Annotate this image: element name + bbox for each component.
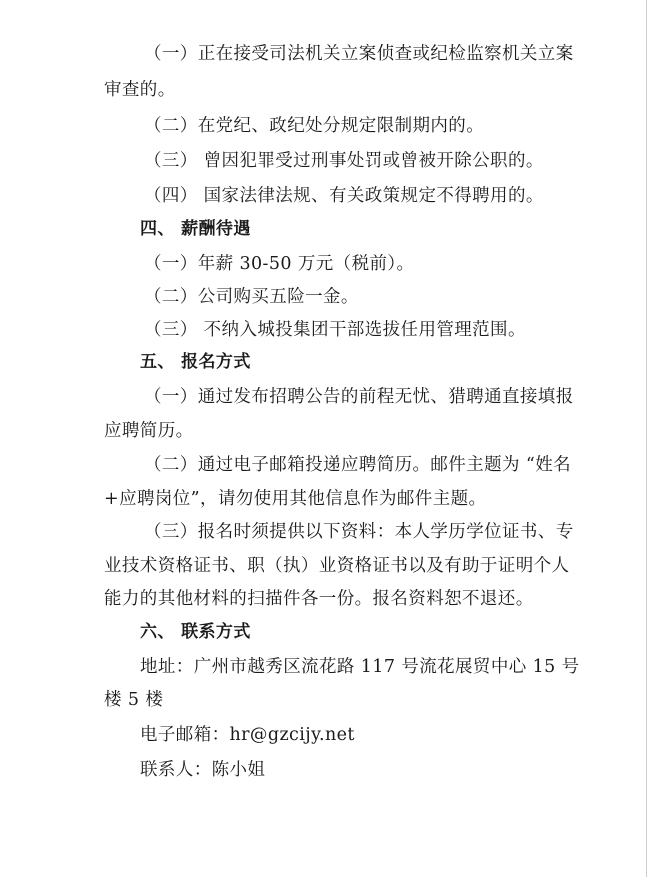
exclusion-item-2: （二）在党纪、政纪处分规定限制期内的。 (144, 116, 485, 136)
application-line-7: 能力的其他材料的扫描件各一份。报名资料恕不退还。 (104, 589, 534, 609)
exclusion-item-3: （三） 曾因犯罪受过刑事处罚或曾被开除公职的。 (144, 151, 544, 171)
exclusion-item-1-cont: 审查的。 (104, 80, 176, 100)
application-line-3: （二）通过电子邮箱投递应聘简历。邮件主题为 “姓名 (144, 455, 572, 475)
section-heading-contact: 六、 联系方式 (140, 622, 251, 642)
salary-item-2: （二）公司购买五险一金。 (144, 287, 359, 307)
application-line-5: （三）报名时须提供以下资料：本人学历学位证书、专 (144, 522, 574, 542)
application-line-6: 业技术资格证书、职（执）业资格证书以及有助于证明个人 (104, 556, 570, 576)
application-line-4: +应聘岗位”，请勿使用其他信息作为邮件主题。 (104, 489, 487, 509)
exclusion-item-1: （一）正在接受司法机关立案侦查或纪检监察机关立案 (144, 44, 574, 64)
application-line-2: 应聘简历。 (104, 421, 194, 441)
contact-address-line-1: 地址：广州市越秀区流花路 117 号流花展贸中心 15 号 (140, 657, 580, 677)
section-heading-salary: 四、 薪酬待遇 (140, 219, 251, 239)
salary-item-3: （三） 不纳入城投集团干部选拔任用管理范围。 (144, 320, 526, 340)
contact-person: 联系人：陈小姐 (140, 760, 266, 780)
contact-address-line-2: 楼 5 楼 (104, 690, 164, 710)
contact-email: 电子邮箱：hr@gzcijy.net (140, 725, 355, 745)
section-heading-application: 五、 报名方式 (140, 352, 251, 372)
salary-item-1: （一）年薪 30-50 万元（税前）。 (144, 254, 415, 274)
exclusion-item-4: （四） 国家法律法规、有关政策规定不得聘用的。 (144, 186, 544, 206)
application-line-1: （一）通过发布招聘公告的前程无忧、猎聘通直接填报 (144, 387, 574, 407)
